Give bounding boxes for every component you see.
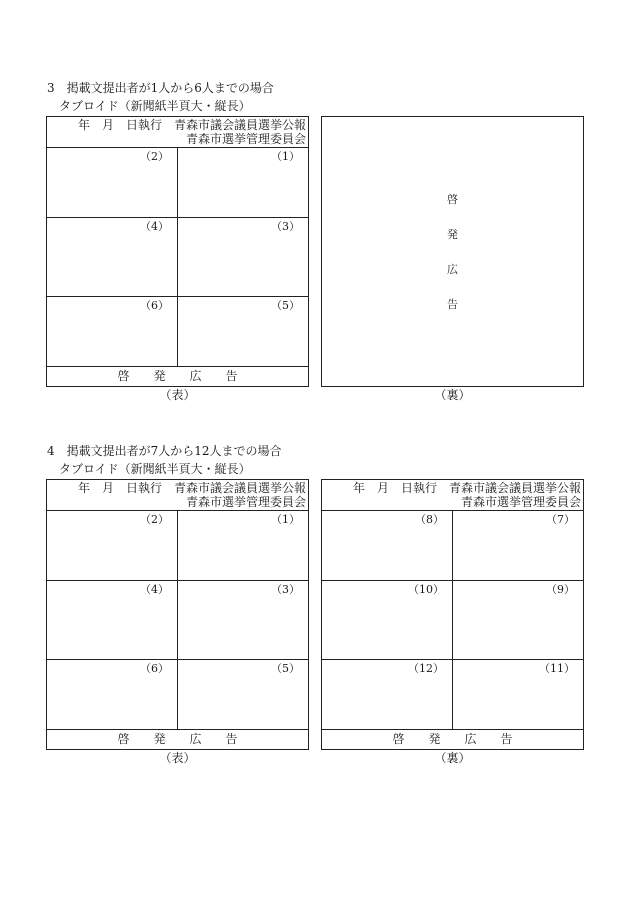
cell-number: （6） (140, 299, 169, 312)
back-caption: （裏） (434, 751, 471, 765)
layout-cell (178, 297, 308, 367)
back-layout-box (321, 116, 584, 387)
layout-cell (178, 148, 308, 218)
layout-cell (453, 660, 583, 730)
front-caption: （表） (159, 751, 196, 765)
header-line-2: 青森市選挙管理委員会 (185, 495, 306, 509)
layout-cell (47, 511, 177, 581)
layout-cell (178, 511, 308, 581)
layout-footer: 啓 発 広 告 (322, 729, 583, 750)
cell-number: （3） (271, 220, 300, 233)
layout-footer: 啓 発 広 告 (47, 366, 308, 387)
layout-cell (178, 581, 308, 660)
cell-number: （4） (140, 583, 169, 596)
back-layout-box (321, 479, 584, 750)
front-layout-box (46, 479, 309, 750)
cell-number: （6） (140, 662, 169, 675)
cell-number: （11） (539, 662, 575, 675)
layout-cell (47, 218, 177, 297)
layout-header (47, 117, 308, 148)
header-line-2: 青森市選挙管理委員会 (460, 495, 581, 509)
front-layout-box (46, 116, 309, 387)
cell-number: （8） (415, 513, 444, 526)
header-line-1: 年 月 日執行 青森市議会議員選挙公報 (352, 481, 581, 495)
vertical-char: 発 (447, 228, 458, 241)
section-heading: 3 掲載文提出者が1人から6人までの場合 (47, 81, 274, 95)
layout-cell (322, 660, 452, 730)
column-divider (452, 511, 453, 729)
layout-cell (322, 511, 452, 581)
section-subheading: タブロイド（新聞紙半頁大・縦長） (59, 462, 251, 476)
column-divider (177, 148, 178, 366)
cell-number: （4） (140, 220, 169, 233)
column-divider (177, 511, 178, 729)
section-heading: 4 掲載文提出者が7人から12人までの場合 (47, 444, 282, 458)
vertical-notice-text (322, 182, 583, 322)
layout-cell (178, 660, 308, 730)
layout-cell (47, 660, 177, 730)
cell-number: （1） (271, 150, 300, 163)
header-line-2: 青森市選挙管理委員会 (185, 132, 306, 146)
layout-cell (322, 581, 452, 660)
layout-cell (47, 581, 177, 660)
vertical-char: 啓 (447, 193, 458, 206)
layout-cell (178, 218, 308, 297)
vertical-char: 告 (447, 298, 458, 311)
header-line-1: 年 月 日執行 青森市議会議員選挙公報 (77, 481, 306, 495)
front-caption: （表） (159, 388, 196, 402)
cell-number: （2） (140, 150, 169, 163)
cell-number: （1） (271, 513, 300, 526)
layout-cell (47, 148, 177, 218)
layout-cell (453, 511, 583, 581)
cell-number: （5） (271, 662, 300, 675)
layout-cell (453, 581, 583, 660)
cell-number: （2） (140, 513, 169, 526)
cell-number: （12） (408, 662, 444, 675)
layout-cell (47, 297, 177, 367)
vertical-char: 広 (447, 263, 458, 276)
cell-number: （10） (408, 583, 444, 596)
cell-number: （9） (546, 583, 575, 596)
header-line-1: 年 月 日執行 青森市議会議員選挙公報 (77, 118, 306, 132)
cell-number: （5） (271, 299, 300, 312)
cell-number: （3） (271, 583, 300, 596)
layout-header (322, 480, 583, 511)
cell-number: （7） (546, 513, 575, 526)
section-subheading: タブロイド（新聞紙半頁大・縦長） (59, 99, 251, 113)
back-caption: （裏） (434, 388, 471, 402)
layout-footer: 啓 発 広 告 (47, 729, 308, 750)
layout-header (47, 480, 308, 511)
